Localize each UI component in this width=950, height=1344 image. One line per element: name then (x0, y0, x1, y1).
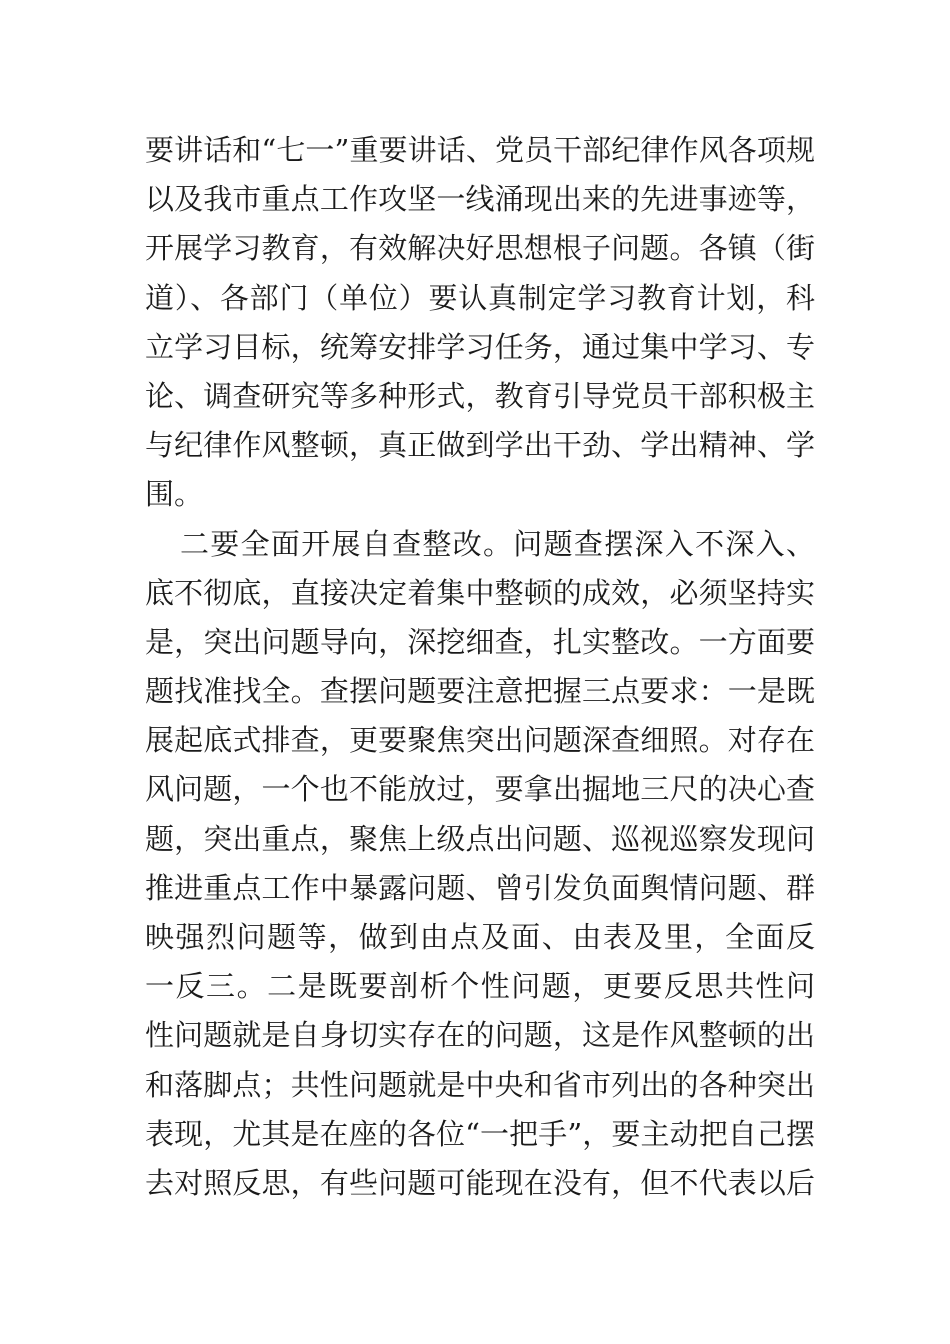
paragraph-line: 二要全面开展自查整改。问题查摆深入不深入、 (180, 526, 815, 561)
paragraph-line: 开展学习教育，有效解决好思想根子问题。各镇（街 (145, 231, 815, 266)
paragraph-line: 以及我市重点工作攻坚一线涌现出来的先进事迹等， (145, 182, 815, 217)
paragraph-line: 推进重点工作中暴露问题、曾引发负面舆情问题、群 (145, 870, 815, 905)
paragraph-line: 题找准找全。查摆问题要注意把握三点要求：一是既 (145, 674, 815, 709)
paragraph-line: 道）、各部门（单位）要认真制定学习教育计划，科 (145, 280, 815, 315)
paragraph-line: 围。 (145, 477, 204, 512)
paragraph-line: 风问题，一个也不能放过，要拿出掘地三尺的决心查 (145, 772, 815, 807)
paragraph-line: 要讲话和“七一”重要讲话、党员干部纪律作风各项规 (145, 133, 815, 167)
paragraph-line: 一反三。二是既要剖析个性问题，更要反思共性问 (145, 969, 815, 1004)
paragraph-line: 与纪律作风整顿，真正做到学出干劲、学出精神、学 (145, 428, 815, 463)
paragraph-line: 和落脚点；共性问题就是中央和省市列出的各种突出 (145, 1067, 815, 1102)
paragraph-line: 立学习目标，统筹安排学习任务，通过集中学习、专 (145, 329, 815, 364)
paragraph-1 (145, 126, 815, 520)
paragraph-line: 去对照反思，有些问题可能现在没有，但不代表以后 (145, 1165, 815, 1200)
paragraph-line: 展起底式排查，更要聚焦突出问题深查细照。对存在 (145, 723, 815, 758)
paragraph-line: 论、调查研究等多种形式，教育引导党员干部积极主 (145, 378, 815, 413)
paragraph-line: 是，突出问题导向，深挖细查，扎实整改。一方面要 (145, 624, 815, 659)
paragraph-line: 性问题就是自身切实存在的问题，这是作风整顿的出 (145, 1018, 815, 1053)
paragraph-line: 映强烈问题等，做到由点及面、由表及里，全面反 (145, 920, 815, 954)
paragraph-line: 表现，尤其是在座的各位“一把手”，要主动把自己摆 (145, 1116, 815, 1151)
document-body (145, 126, 815, 1208)
paragraph-2 (145, 520, 815, 1209)
paragraph-line: 底不彻底，直接决定着集中整顿的成效，必须坚持实 (145, 575, 815, 610)
paragraph-line: 题，突出重点，聚焦上级点出问题、巡视巡察发现问 (145, 821, 815, 856)
